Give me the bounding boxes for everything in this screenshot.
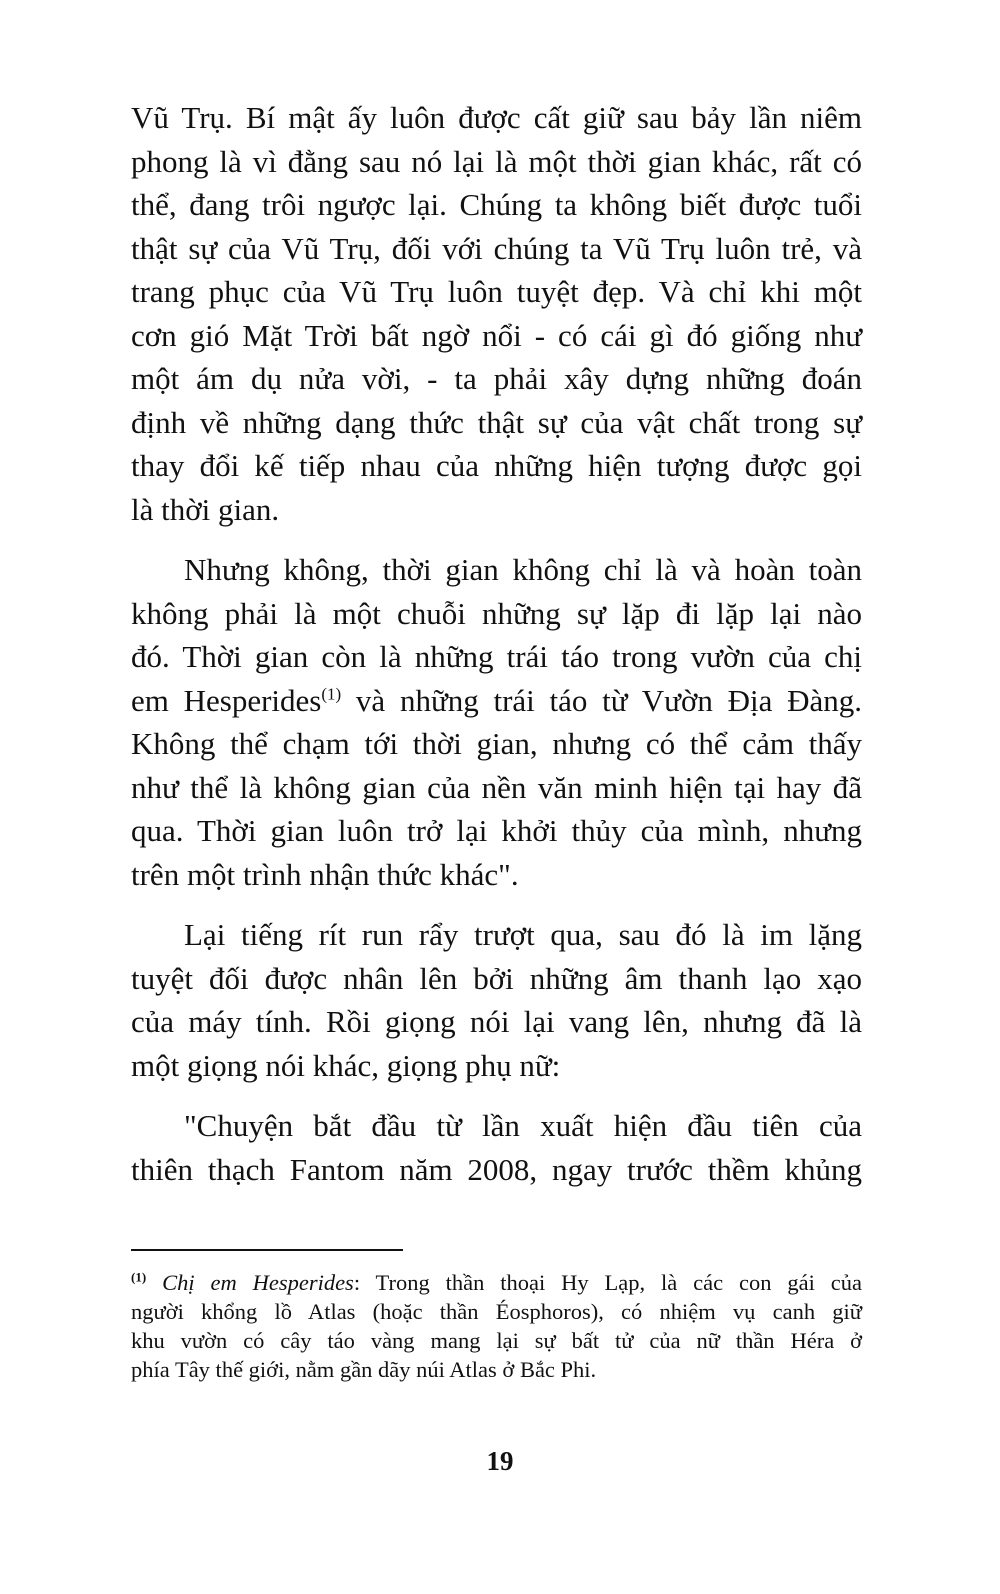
text-line: tuyệt đối được nhân lên bởi những âm thanh lạo xạo: [131, 960, 862, 996]
text-line: Không thể chạm tới thời gian, nhưng có thể cảm thấy: [131, 726, 862, 761]
footnote-line: người khổng lồ Atlas (hoặc thần Éosphoros), có nhiệm vụ canh giữ: [131, 1299, 862, 1324]
paragraph-gap: [131, 531, 862, 548]
paragraph: [131, 96, 862, 531]
paragraph-gap: [131, 896, 862, 913]
text-line: phong là vì đằng sau nó lại là một thời gian khác, rất có: [131, 143, 862, 179]
text-line: trên một trình nhận thức khác".: [131, 856, 519, 892]
text-line: một giọng nói khác, giọng phụ nữ:: [131, 1047, 561, 1083]
text-line: Nhưng không, thời gian không chỉ là và hoàn toàn: [184, 552, 862, 587]
footnote-text: : Trong thần thoại Hy Lạp, là các con gái của: [353, 1270, 862, 1295]
text-line: như thể là không gian của nền văn minh hiện tại hay đã: [131, 769, 862, 805]
paragraph: [131, 548, 862, 896]
text-line: trang phục của Vũ Trụ luôn tuyệt đẹp. Và chỉ khi một: [131, 274, 862, 309]
text-line: một ám dụ nửa vời, - ta phải xây dựng những đoán: [131, 361, 862, 396]
footnote-divider: [131, 1249, 403, 1251]
footnote-marker: (1): [131, 1269, 147, 1285]
text-line: Lại tiếng rít run rẩy trượt qua, sau đó là im lặng: [184, 917, 862, 952]
text-line: qua. Thời gian luôn trở lại khởi thủy của mình, nhưng: [131, 813, 862, 848]
footnote-line: khu vườn có cây táo vàng mang lại sự bất tử của nữ thần Héra ở: [131, 1328, 862, 1353]
text-segment: em Hesperides: [131, 682, 322, 718]
text-line: đó. Thời gian còn là những trái táo trong vườn của chị: [131, 639, 862, 674]
paragraph: [131, 1104, 862, 1191]
text-line: thay đổi kế tiếp nhau của những hiện tượng được gọi: [131, 448, 862, 483]
text-line: không phải là một chuỗi những sự lặp đi lặp lại nào: [131, 595, 862, 631]
paragraph-gap: [131, 1087, 862, 1104]
text-line: thật sự của Vũ Trụ, đối với chúng ta Vũ Trụ luôn trẻ, và: [131, 230, 862, 266]
text-line: của máy tính. Rồi giọng nói lại vang lên, nhưng đã là: [131, 1004, 862, 1039]
text-line: [131, 679, 862, 723]
footnote-line: [131, 1268, 862, 1297]
text-line: định về những dạng thức thật sự của vật chất trong sự: [131, 404, 862, 440]
text-line: Vũ Trụ. Bí mật ấy luôn được cất giữ sau bảy lần niêm: [131, 100, 862, 135]
text-line: thiên thạch Fantom năm 2008, ngay trước thềm khủng: [131, 1151, 862, 1187]
text-segment: và những trái táo từ Vườn Địa Đàng.: [341, 682, 862, 718]
footnote-line: phía Tây thế giới, nằm gần dãy núi Atlas ở Bắc Phi.: [131, 1357, 597, 1382]
text-line: là thời gian.: [131, 491, 280, 527]
page-number: 19: [486, 1446, 514, 1476]
footnote-reference: (1): [321, 684, 342, 704]
paragraph: [131, 913, 862, 1087]
main-text: [131, 96, 862, 1191]
text-line: "Chuyện bắt đầu từ lần xuất hiện đầu tiên của: [184, 1108, 862, 1143]
text-line: cơn gió Mặt Trời bất ngờ nổi - có cái gì đó giống như: [131, 317, 862, 353]
footnote-term: Chị em Hesperides: [162, 1270, 354, 1295]
text-line: thể, đang trôi ngược lại. Chúng ta không biết được tuổi: [131, 187, 862, 222]
footnote: [131, 1268, 862, 1384]
